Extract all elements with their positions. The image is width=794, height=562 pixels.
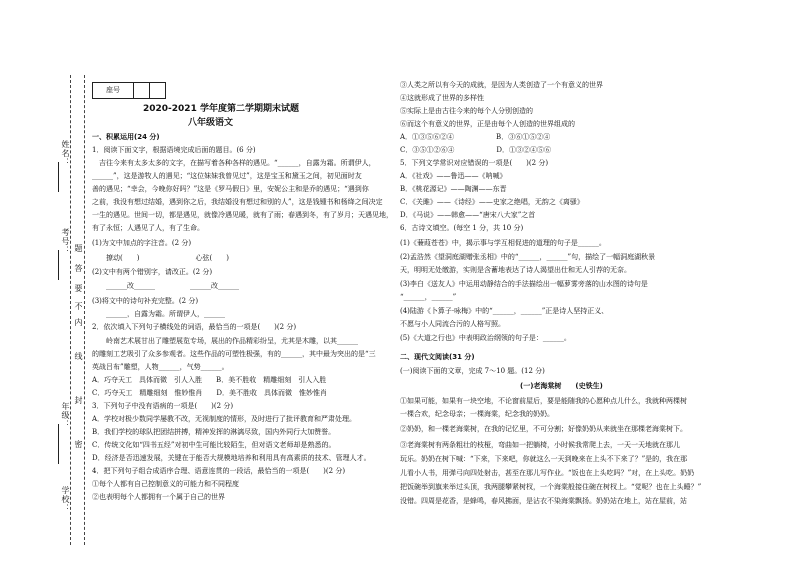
left-line: 吉往今来有太多太多的文字，在描写着各种各样的遇见。“______，自露为霜。所谓伊人， <box>92 159 376 167</box>
right-line: (一)阅读下面的文章，完成 7～10 题。(12 分) <box>400 367 545 375</box>
right-line: A．①③⑤⑥②④ B．③⑥①⑤②④ <box>400 133 551 141</box>
right-line: ③人类之所以有今天的成就，是因为人类创造了一个有意义的世界 <box>400 81 603 89</box>
left-line: ②也表明每个人都拥有一个属于自己的世界 <box>92 493 225 501</box>
right-line: (一)老海棠树 (史铁生) <box>520 382 603 390</box>
right-line: 没错。四周是花香，是蜂鸣，春风拂面，是沾衣不染海棠飘扬。奶奶站在地上，站在屋前，站 <box>400 497 687 505</box>
exam-no-underline <box>58 250 59 280</box>
seal-char: 答 <box>74 264 83 273</box>
right-line: ⑥而这个有意义的世界，正是由每个人创造的世界组成的 <box>400 120 575 128</box>
right-line: ④这就形成了世界的多样性 <box>400 94 484 102</box>
right-line: 天，明明无处缴游，实则是含蓄地表达了诗人渴望出仕和无人引荐的无奈。 <box>400 266 631 274</box>
right-line: ⑤实际上是由古往今来的每个人分别创造的 <box>400 107 533 115</box>
school-label: 学校： <box>61 486 70 513</box>
left-line: (3)将文中的诗句补充完整。(2 分) <box>92 297 199 305</box>
left-line: 之前，我没有想过结婚，遇到你之后，我结婚没有想过和别的人”，这是钱锺书和杨绛之间决定 <box>92 198 383 206</box>
seal-char: 不 <box>74 302 83 311</box>
right-line: 玩乐。奶奶在树下喊：“下来，下来吧，你就这么一天到晚来在上头不下来了？”是的，我在那 <box>400 455 688 463</box>
right-line: 把饭碗举到旗来举过头顶，我两腿攀紧树杈，一个海棠般接住碗在树杈上。“觉呢？也在上头睡？” <box>400 483 702 491</box>
left-line: C．传统文化如“四书五经”对初中生可能比较陌生，但对语文老师却是熟悉的。 <box>92 441 336 449</box>
seal-char: 封 <box>74 396 83 405</box>
left-line: 3．下列句子中没有语病的一项是( )(2 分) <box>92 402 234 410</box>
seat-label: 座号 <box>93 83 134 98</box>
class-label: 年级： <box>61 402 70 429</box>
left-line: C．巧夺天工 精雕细刻 惟妙惟肖 D．美不胜收 具体而微 惟妙惟肖 <box>92 389 327 397</box>
binding-dashed-line-inner <box>84 75 85 545</box>
right-line: 6．古诗文填空。(每空 1 分，共 10 分) <box>400 224 524 232</box>
right-line: (4)陆游《卜算子·咏梅》中的“______，______”正是诗人坚持正义、 <box>400 307 609 315</box>
right-line: (5)《大道之行也》中表明政治纲领的句子是：______。 <box>400 334 571 342</box>
left-line: B．我们学校的球队把团结拼搏，精神发挥的淋漓尽致，国内外同行大加赞誉。 <box>92 428 336 436</box>
exam-no-label: 考号： <box>61 228 70 255</box>
right-line: A．《社戏》——鲁迅——《呐喊》 <box>400 172 507 180</box>
left-line: 2．依次填入下列句子横线处的词语，最恰当的一项是( )(2 分) <box>92 323 297 331</box>
right-line: ③老海棠树有两条粗壮的枝桠，弯曲如一把躺椅，小时候我常爬上去，一天一天地就在那儿 <box>400 441 680 449</box>
seat-cell <box>150 83 165 98</box>
right-line: B．《桃花源记》——陶渊——东晋 <box>400 185 507 193</box>
seal-char: 密 <box>74 440 83 449</box>
left-line: 有了永恒；人遇见了人，有了生命。 <box>92 224 204 232</box>
left-line: (2)文中有两个错别字，请改正。(2 分) <box>92 268 213 276</box>
right-line: D．《马说》——韩愈——“唐宋八大家”之首 <box>400 211 536 219</box>
right-line: 5．下列文学常识对应错误的一项是( )(2 分) <box>400 159 549 167</box>
seal-char: 内 <box>74 318 83 327</box>
left-line: A．学校对极少数同学屡教不改，无视制度的情形，及时进行了批评教育和严肃处理。 <box>92 415 357 423</box>
left-line: 善的遇见；“幸会，今晚你好吗？”这是《罗马假日》里，安妮公主和是乔的遇见；“遇到你 <box>92 185 369 193</box>
right-line: C．③⑤①②⑥④ D．①③②④⑤⑥ <box>400 146 551 154</box>
left-line: 一、积累运用(24 分) <box>92 133 160 141</box>
left-line: D．经济是否迅速发展，关键在于能否大规模地培养和利用具有高素质的技术、管理人才。 <box>92 454 371 462</box>
class-underline <box>58 424 59 464</box>
exam-title: 2020-2021 学年度第二学期期末试题 <box>143 104 299 114</box>
left-line: 英战吕布”雕塑，人物______，气势______。 <box>92 363 229 371</box>
left-line: 撩动( ) 心弦( ) <box>92 254 229 262</box>
left-line: 一生的遇见。世间一切，都是遇见，就像冷遇见暖，就有了雨；春遇到冬，有了岁月；天遇见地， <box>92 211 393 219</box>
name-label: 姓名： <box>61 140 70 167</box>
right-line: (1)《蒹葭苍苍》中，揭示事与学互相促进的道理的句子是______。 <box>400 239 606 247</box>
left-line: 岭南艺术展甘出了雕塑展览专场，展出的作品精彩纷呈，尤其是木雕，以其______ <box>92 337 358 345</box>
name-underline <box>58 162 59 192</box>
right-line: “______，______” <box>400 293 457 301</box>
right-line: ②奶奶，和一棵老海棠树，在我的记忆里，不可分割；好像奶奶从来就坐在那棵老海棠树下。 <box>400 425 687 433</box>
right-line: (3)李白《送友人》中运用动静结合的手法描绘出一幅萝雾旁落的山水图的诗句是 <box>400 280 648 288</box>
right-line: 不愿与小人同流合污的人格写照。 <box>400 320 505 328</box>
seat-cell <box>134 83 150 98</box>
left-line: (1)为文中加点的字注音。(2 分) <box>92 239 192 247</box>
right-line: 二、现代文阅读(31 分) <box>400 353 475 361</box>
seal-char: 题 <box>74 244 83 253</box>
seal-char: 要 <box>74 284 83 293</box>
left-line: ______”，这是游牧人的遇见；“这位妹妹我曾见过”，这是宝玉和黛玉之间，初见面时友 <box>92 172 362 180</box>
right-line: (2)孟浩然《望洞庭湖赠张丞相》中的“______，______”句，描绘了一幅洞庭湖秋景 <box>400 253 656 261</box>
left-line: ______改______ ______改______ <box>92 282 239 290</box>
seat-number-box <box>92 82 166 99</box>
left-line: A．巧夺天工 具体而微 引人入胜 B．美不胜收 精雕细刻 引人入胜 <box>92 376 327 384</box>
left-line: 1．阅读下面文字，根据语境完成后面的题目。(6 分) <box>92 146 256 154</box>
left-line: ______，自露为霜。所谓伊人，______ <box>92 310 225 318</box>
left-line: ①每个人都有自己控制意义的可能力和不同程度 <box>92 480 239 488</box>
right-line: 儿看小人书，用弹弓向四处射击，甚至在那儿写作业。“饭也在上头吃吗？”对，在上头吃。奶奶 <box>400 469 695 477</box>
left-line: 4．把下列句子组合成语序合理、语意连贯的一段话，最恰当的一项是( )(2 分) <box>92 467 346 475</box>
right-line: C．《关雎》——《诗经》——史家之绝唱，无韵之《离骚》 <box>400 198 584 206</box>
left-line: 的雕刻工艺吸引了众多参观者。这些作品的可塑性极强，有的______，其中最为突出的是“三 <box>92 350 376 358</box>
right-line: 一棵合欢，纪念母亲；一棵海棠，纪念我的奶奶。 <box>400 410 554 418</box>
exam-subtitle: 八年级语文 <box>188 118 234 128</box>
seal-char: 线 <box>74 352 83 361</box>
right-line: ①如果可能，如果有一块空地，不论窗前屋后，要是能随我的心愿种点儿什么，我就种两棵树 <box>400 397 687 405</box>
